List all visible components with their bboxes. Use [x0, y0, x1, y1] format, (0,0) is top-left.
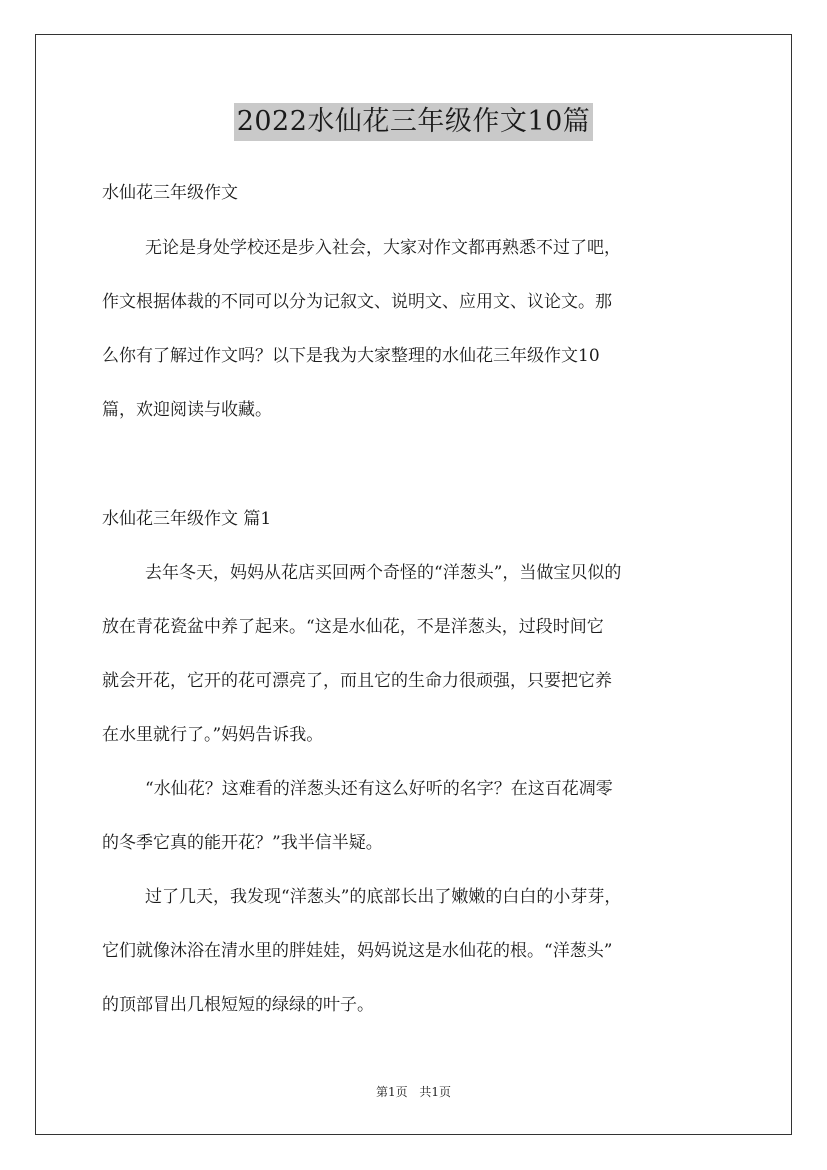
paragraph-line: 么你有了解过作文吗？以下是我为大家整理的水仙花三年级作文10	[102, 346, 600, 366]
section-heading: 水仙花三年级作文 篇1	[102, 509, 272, 529]
intro-heading: 水仙花三年级作文	[102, 183, 238, 203]
paragraph-line: 的冬季它真的能开花？”我半信半疑。	[102, 833, 383, 853]
paragraph-line: 去年冬天，妈妈从花店买回两个奇怪的“洋葱头”，当做宝贝似的	[145, 563, 622, 583]
paragraph-line: 在水里就行了。”妈妈告诉我。	[102, 725, 324, 745]
paragraph-line: 它们就像沐浴在清水里的胖娃娃，妈妈说这是水仙花的根。“洋葱头”	[102, 941, 613, 961]
document-title: 2022水仙花三年级作文10篇	[234, 103, 594, 141]
paragraph-line: 作文根据体裁的不同可以分为记叙文、说明文、应用文、议论文。那	[102, 292, 612, 312]
paragraph-line: 篇，欢迎阅读与收藏。	[102, 400, 272, 420]
paragraph-line: 无论是身处学校还是步入社会，大家对作文都再熟悉不过了吧，	[145, 238, 621, 258]
paragraph-line: 放在青花瓷盆中养了起来。“这是水仙花，不是洋葱头，过段时间它	[102, 617, 604, 637]
page-total: 共1页	[419, 1085, 452, 1099]
paragraph-line: 就会开花，它开的花可漂亮了，而且它的生命力很顽强，只要把它养	[102, 671, 612, 691]
page-footer	[0, 1083, 827, 1100]
paragraph-line: 过了几天，我发现“洋葱头”的底部长出了嫩嫩的白白的小芽芽，	[145, 887, 622, 907]
paragraph-line: 的顶部冒出几根短短的绿绿的叶子。	[102, 995, 374, 1015]
page-number: 第1页	[375, 1085, 408, 1099]
paragraph-line: “水仙花？这难看的洋葱头还有这么好听的名字？在这百花凋零	[145, 779, 613, 799]
title-container	[0, 103, 827, 141]
